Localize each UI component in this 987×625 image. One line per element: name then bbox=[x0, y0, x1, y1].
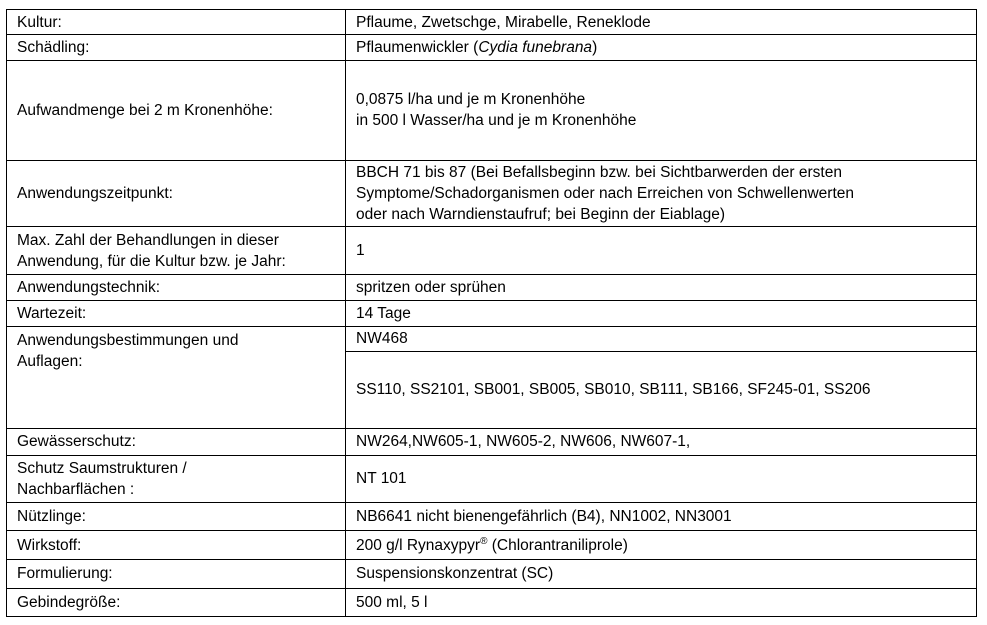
row-label: Schädling: bbox=[7, 35, 346, 60]
row-label: Anwendungstechnik: bbox=[7, 275, 346, 301]
row-value: NT 101 bbox=[346, 456, 977, 503]
table-row bbox=[7, 456, 977, 503]
row-label: Gewässerschutz: bbox=[7, 428, 346, 455]
value-text: 200 g/l Rynaxypyr bbox=[356, 536, 481, 554]
row-value: NB6641 nicht bienengefährlich (B4), NN1002, NN3001 bbox=[346, 502, 977, 530]
value-line: in 500 l Wasser/ha und je m Kronenhöhe bbox=[356, 112, 637, 130]
row-label: Anwendungszeitpunkt: bbox=[7, 160, 346, 227]
row-value: 500 ml, 5 l bbox=[346, 588, 977, 616]
row-label: Wirkstoff: bbox=[7, 530, 346, 559]
row-value: NW264,NW605-1, NW605-2, NW606, NW607-1, bbox=[346, 428, 977, 455]
table-row bbox=[7, 326, 977, 351]
row-label: Gebindegröße: bbox=[7, 588, 346, 616]
row-label: Wartezeit: bbox=[7, 301, 346, 326]
label-line: Anwendung, für die Kultur bzw. je Jahr: bbox=[17, 252, 286, 270]
label-line: Schutz Saumstrukturen / bbox=[17, 459, 187, 477]
value-line: BBCH 71 bis 87 (Bei Befallsbeginn bzw. bei Sichtbarwerden der ersten bbox=[356, 164, 842, 182]
table-row bbox=[7, 502, 977, 530]
registered-mark: ® bbox=[480, 535, 488, 547]
value-italic: Cydia funebrana bbox=[478, 38, 593, 56]
value-text-end: ) bbox=[592, 38, 598, 56]
table-row bbox=[7, 428, 977, 455]
label-line: Nachbarflächen : bbox=[17, 480, 135, 498]
value-line: Symptome/Schadorganismen oder nach Erreichen von Schwellenwerten bbox=[356, 185, 854, 203]
table-row bbox=[7, 227, 977, 275]
value-text: Pflaumenwickler ( bbox=[356, 38, 479, 56]
row-label bbox=[7, 227, 346, 275]
row-value: NW468 bbox=[346, 326, 977, 351]
row-value: spritzen oder sprühen bbox=[346, 275, 977, 301]
product-info-table bbox=[6, 9, 977, 617]
row-label: Formulierung: bbox=[7, 560, 346, 588]
table-row bbox=[7, 588, 977, 616]
row-label: Kultur: bbox=[7, 10, 346, 35]
table-row bbox=[7, 60, 977, 160]
table-row bbox=[7, 275, 977, 301]
label-line: Auflagen: bbox=[17, 352, 83, 370]
row-value bbox=[346, 35, 977, 60]
row-value: 1 bbox=[346, 227, 977, 275]
row-value bbox=[346, 60, 977, 160]
row-label: Aufwandmenge bei 2 m Kronenhöhe: bbox=[7, 60, 346, 160]
row-value bbox=[346, 530, 977, 559]
value-line: oder nach Warndienstaufruf; bei Beginn der Eiablage) bbox=[356, 206, 726, 224]
row-value: SS110, SS2101, SB001, SB005, SB010, SB111, SB166, SF245-01, SS206 bbox=[346, 351, 977, 428]
table-row bbox=[7, 301, 977, 326]
table-row bbox=[7, 160, 977, 227]
label-line: Anwendungsbestimmungen und bbox=[17, 331, 239, 349]
row-value: Pflaume, Zwetschge, Mirabelle, Reneklode bbox=[346, 10, 977, 35]
row-label: Nützlinge: bbox=[7, 502, 346, 530]
value-text-end: (Chlorantraniliprole) bbox=[487, 536, 628, 554]
row-label bbox=[7, 326, 346, 428]
row-value: 14 Tage bbox=[346, 301, 977, 326]
row-value: Suspensionskonzentrat (SC) bbox=[346, 560, 977, 588]
table-row bbox=[7, 35, 977, 60]
table-row bbox=[7, 560, 977, 588]
table-row bbox=[7, 10, 977, 35]
label-line: Max. Zahl der Behandlungen in dieser bbox=[17, 231, 279, 249]
value-line: 0,0875 l/ha und je m Kronenhöhe bbox=[356, 91, 586, 109]
table-row bbox=[7, 530, 977, 559]
row-value bbox=[346, 160, 977, 227]
row-label bbox=[7, 456, 346, 503]
